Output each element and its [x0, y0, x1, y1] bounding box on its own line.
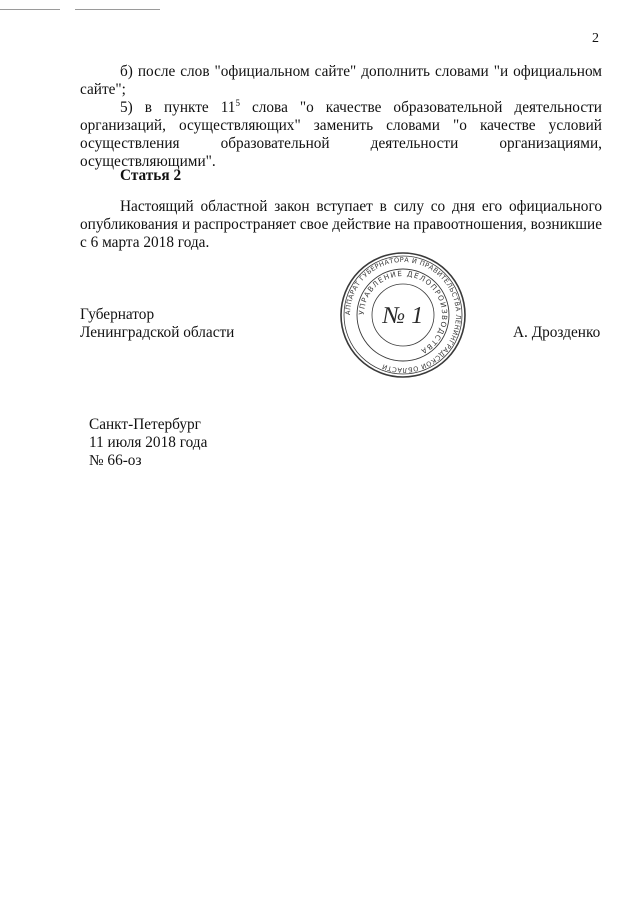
- signatory-title-line-2: Ленинградской области: [80, 324, 235, 341]
- seal-inner-text: УПРАВЛЕНИЕ ДЕЛОПРОИЗВОДСТВА: [356, 268, 450, 357]
- official-seal: [339, 251, 467, 379]
- amendment-item-b: б) после слов "официальном сайте" дополнить словами "и официальном сайте";: [80, 63, 602, 98]
- amendment-item-5-superscript: 5: [235, 97, 240, 108]
- enactment-city: Санкт-Петербург: [89, 416, 201, 433]
- seal-outer-text: АППАРАТ ГУБЕРНАТОРА И ПРАВИТЕЛЬСТВА ЛЕНИНГРАДСКОЙ ОБЛАСТИ: [343, 255, 463, 375]
- page-number: 2: [592, 31, 599, 46]
- enactment-date: 11 июля 2018 года: [89, 434, 208, 451]
- signatory-name: А. Дрозденко: [513, 324, 601, 341]
- amendment-item-5-prefix: 5) в пункте 11: [120, 99, 236, 116]
- signatory-title-line-1: Губернатор: [80, 306, 155, 323]
- scan-artifact-line: [0, 9, 60, 10]
- article-heading: Статья 2: [120, 167, 182, 184]
- law-number: № 66-оз: [89, 452, 142, 469]
- signatory-title: [80, 306, 234, 342]
- seal-number: № 1: [382, 303, 424, 329]
- enactment-details: [89, 416, 207, 470]
- amendment-item-5-text: слова "о качестве образовательной деятельности организаций, осуществляющих" заменить словами "о качестве условий осуществления образовательной деятельности организациями, осуществляющими".: [80, 99, 602, 170]
- article-body: Настоящий областной закон вступает в силу со дня его официального опубликования и распространяет свое действие на правоотношения, возникшие с 6 марта 2018 года.: [80, 198, 602, 251]
- amendment-item-5: [80, 99, 602, 171]
- scan-artifact-line: [75, 9, 160, 10]
